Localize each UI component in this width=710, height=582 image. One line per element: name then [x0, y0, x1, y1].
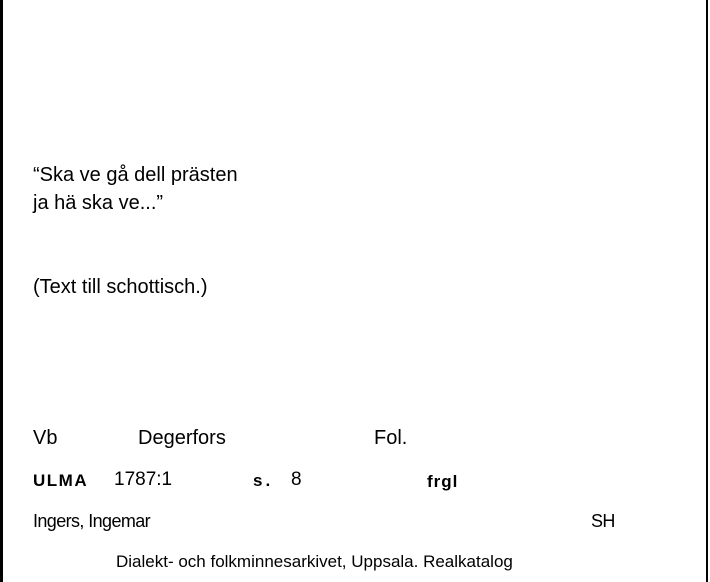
collector-name: Ingers, Ingemar — [33, 511, 151, 531]
card-right-edge — [706, 0, 708, 582]
page-label: s. — [253, 471, 274, 490]
card-left-edge — [0, 0, 3, 582]
parish-name: Degerfors — [138, 427, 226, 449]
note-text: (Text till schottisch.) — [33, 276, 208, 298]
province-code: Vb — [33, 427, 58, 449]
record-number: 1787:1 — [114, 469, 173, 490]
archive-footer: Dialekt- och folkminnesarkivet, Uppsala. Realkatalog — [116, 552, 513, 571]
initials: SH — [591, 511, 615, 531]
quote-line-2: ja hä ska ve...” — [33, 192, 164, 214]
quote-line-1: “Ska ve gå dell prästen — [33, 164, 238, 186]
archive-code: ULMA — [33, 471, 89, 490]
page-number: 8 — [291, 469, 302, 490]
category-label: Fol. — [374, 427, 408, 449]
type-code: frgl — [427, 472, 459, 491]
